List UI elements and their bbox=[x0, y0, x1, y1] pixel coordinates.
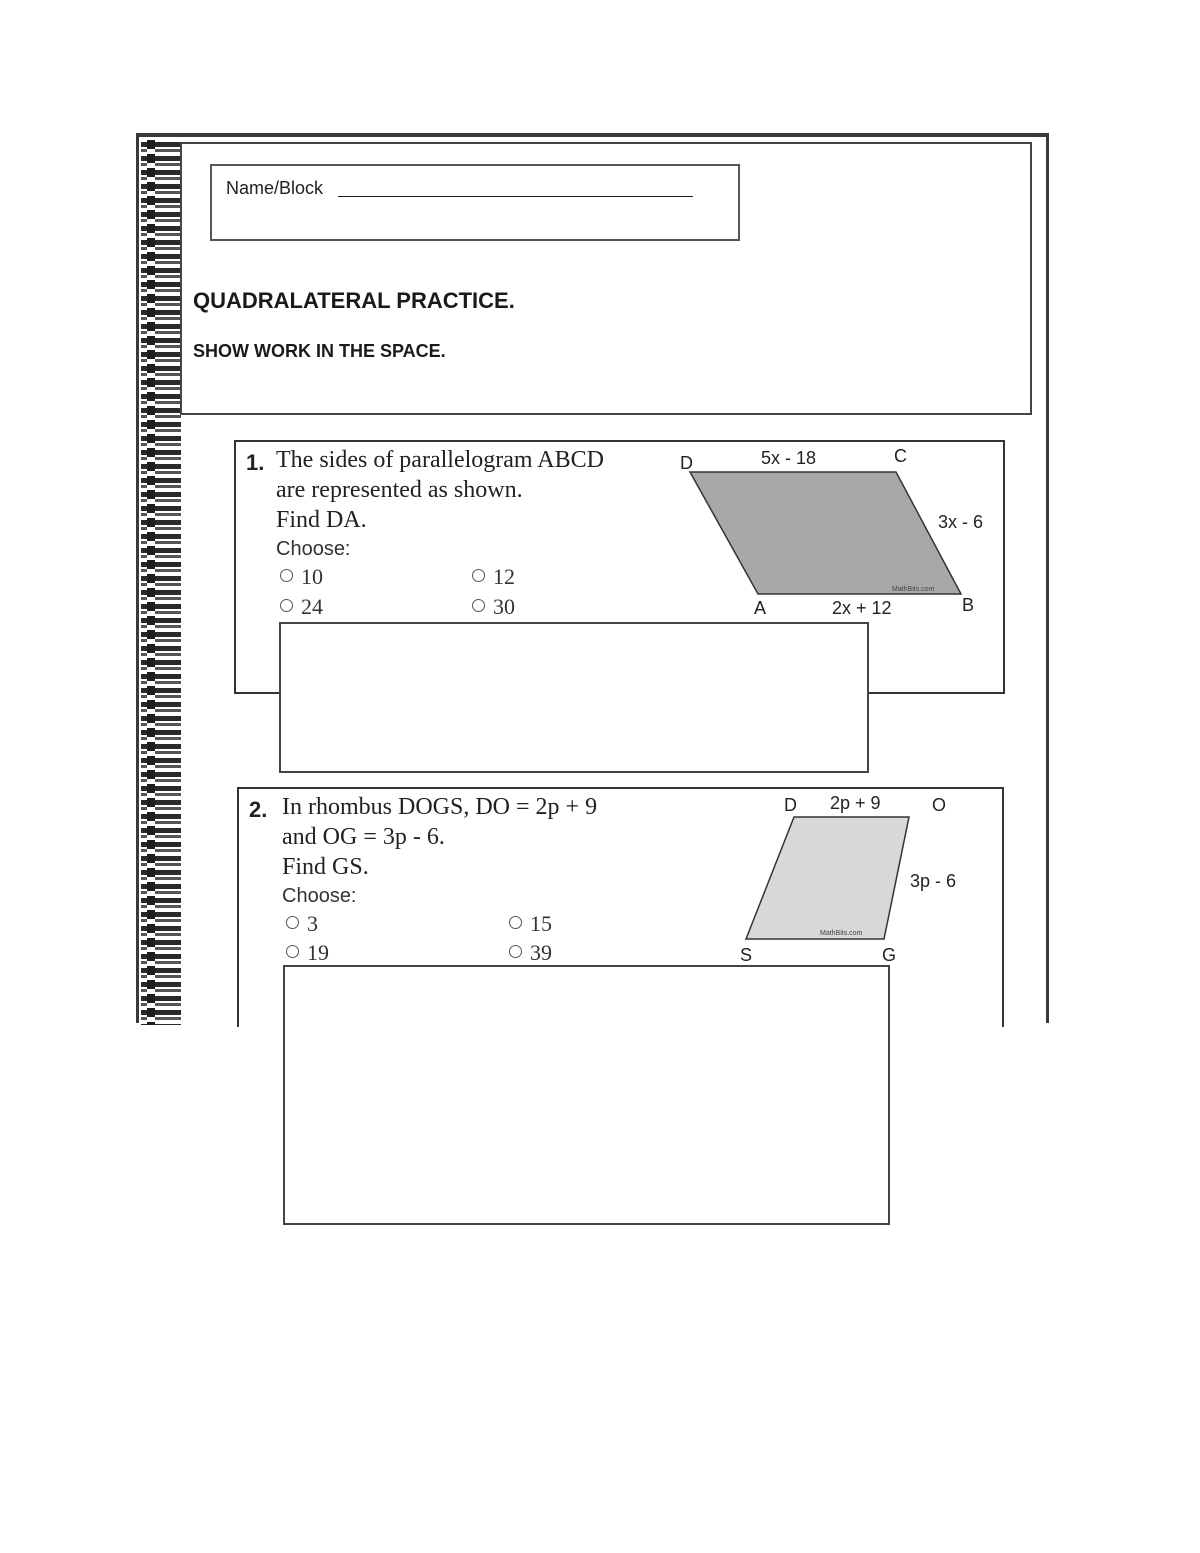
question-2-option-b[interactable]: 15 bbox=[509, 911, 552, 937]
question-2-work-space[interactable] bbox=[283, 965, 890, 1225]
question-1-choose-label: Choose: bbox=[276, 538, 351, 560]
question-2-option-a[interactable]: 3 bbox=[286, 911, 318, 937]
question-1-option-b[interactable]: 12 bbox=[472, 564, 515, 590]
question-2-line-2: and OG = 3p - 6. bbox=[282, 824, 445, 850]
vertex-a-label: A bbox=[754, 598, 767, 618]
name-block-box bbox=[210, 164, 740, 241]
vertex-g-label: G bbox=[882, 945, 897, 965]
vertex-c-label: C bbox=[894, 446, 907, 466]
question-2-number: 2. bbox=[249, 797, 268, 822]
question-1-option-c[interactable]: 24 bbox=[280, 594, 323, 620]
rhombus-dogs-figure bbox=[734, 789, 994, 969]
name-block-label: Name/Block bbox=[226, 178, 324, 198]
question-1-line-1: The sides of parallelogram ABCD bbox=[276, 447, 604, 473]
radio-icon[interactable] bbox=[280, 599, 293, 612]
worksheet-title: QUADRALATERAL PRACTICE. bbox=[193, 288, 515, 313]
figure-watermark: MathBits.com bbox=[892, 586, 935, 593]
side-og-label: 3p - 6 bbox=[910, 871, 957, 891]
radio-icon[interactable] bbox=[286, 945, 299, 958]
radio-icon[interactable] bbox=[472, 569, 485, 582]
question-1-number: 1. bbox=[246, 450, 265, 475]
vertex-d-label: D bbox=[680, 453, 693, 473]
vertex-b-label: B bbox=[962, 595, 975, 615]
question-1-option-a[interactable]: 10 bbox=[280, 564, 323, 590]
spiral-binding bbox=[141, 140, 181, 1025]
question-2-line-3: Find GS. bbox=[282, 854, 369, 880]
question-2-option-d[interactable]: 39 bbox=[509, 940, 552, 966]
question-1-line-3: Find DA. bbox=[276, 507, 367, 533]
radio-icon[interactable] bbox=[472, 599, 485, 612]
question-2-option-c[interactable]: 19 bbox=[286, 940, 329, 966]
radio-icon[interactable] bbox=[509, 945, 522, 958]
parallelogram-abcd-figure bbox=[666, 444, 1001, 624]
radio-icon[interactable] bbox=[280, 569, 293, 582]
side-do-label: 2p + 9 bbox=[830, 793, 881, 813]
worksheet-instructions: SHOW WORK IN THE SPACE. bbox=[193, 341, 446, 361]
rhombus-dogs-shape bbox=[746, 817, 909, 939]
name-block-line[interactable] bbox=[338, 196, 693, 197]
radio-icon[interactable] bbox=[286, 916, 299, 929]
question-1-line-2: are represented as shown. bbox=[276, 477, 523, 503]
figure-watermark: MathBits.com bbox=[820, 930, 863, 937]
side-cb-label: 3x - 6 bbox=[938, 512, 984, 532]
side-ab-label: 2x + 12 bbox=[832, 598, 892, 618]
vertex-s-label: S bbox=[740, 945, 753, 965]
vertex-o-label: O bbox=[932, 795, 947, 815]
question-1-work-space[interactable] bbox=[279, 622, 869, 773]
question-1-option-d[interactable]: 30 bbox=[472, 594, 515, 620]
radio-icon[interactable] bbox=[509, 916, 522, 929]
question-2-line-1: In rhombus DOGS, DO = 2p + 9 bbox=[282, 794, 598, 820]
vertex-d-label: D bbox=[784, 795, 797, 815]
question-2-choose-label: Choose: bbox=[282, 885, 357, 907]
side-dc-label: 5x - 18 bbox=[761, 448, 817, 468]
parallelogram-abcd-shape bbox=[690, 472, 961, 594]
